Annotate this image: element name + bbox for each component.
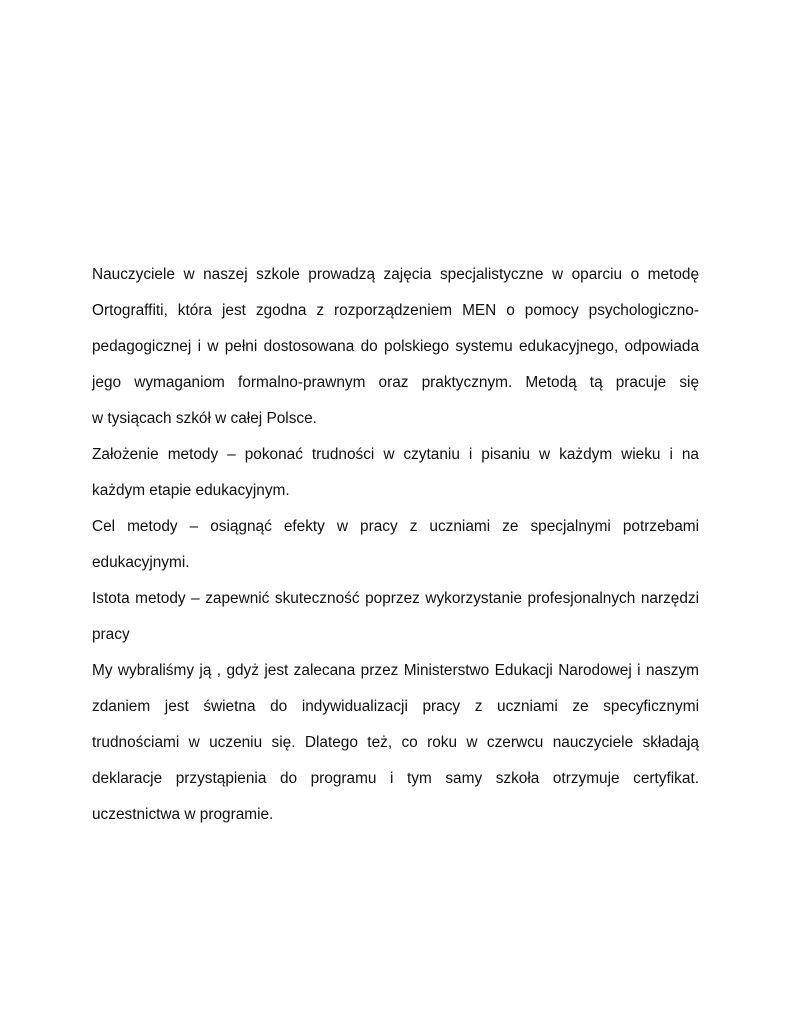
text-line: każdym etapie edukacyjnym. [92, 482, 290, 499]
text-line: trudnościami w uczeniu się. Dlatego też, co roku w czerwcu nauczyciele składają [92, 734, 699, 751]
text-line: jego wymaganiom formalno-prawnym oraz praktycznym. Metodą tą pracuje się [92, 374, 699, 391]
text-line: pedagogicznej i w pełni dostosowana do polskiego systemu edukacyjnego, odpowiada [92, 338, 699, 355]
text-line: Cel metody – osiągnąć efekty w pracy z uczniami ze specjalnymi potrzebami [92, 518, 699, 535]
text-line: edukacyjnymi. [92, 554, 190, 571]
document-body [92, 262, 699, 838]
text-line: uczestnictwa w programie. [92, 806, 274, 823]
text-line: deklaracje przystąpienia do programu i tym samy szkoła otrzymuje certyfikat. [92, 770, 699, 787]
text-line: Nauczyciele w naszej szkole prowadzą zajęcia specjalistyczne w oparciu o metodę [92, 266, 699, 283]
text-line: Istota metody – zapewnić skuteczność poprzez wykorzystanie profesjonalnych narzędzi [92, 590, 699, 607]
text-line: pracy [92, 626, 130, 643]
text-line: Założenie metody – pokonać trudności w czytaniu i pisaniu w każdym wieku i na [92, 446, 699, 463]
text-line: zdaniem jest świetna do indywidualizacji pracy z uczniami ze specyficznymi [92, 698, 699, 715]
text-line: w tysiącach szkół w całej Polsce. [92, 410, 317, 427]
text-line: Ortograffiti, która jest zgodna z rozporządzeniem MEN o pomocy psychologiczno- [92, 302, 699, 319]
text-line: My wybraliśmy ją , gdyż jest zalecana przez Ministerstwo Edukacji Narodowej i naszym [92, 662, 699, 679]
